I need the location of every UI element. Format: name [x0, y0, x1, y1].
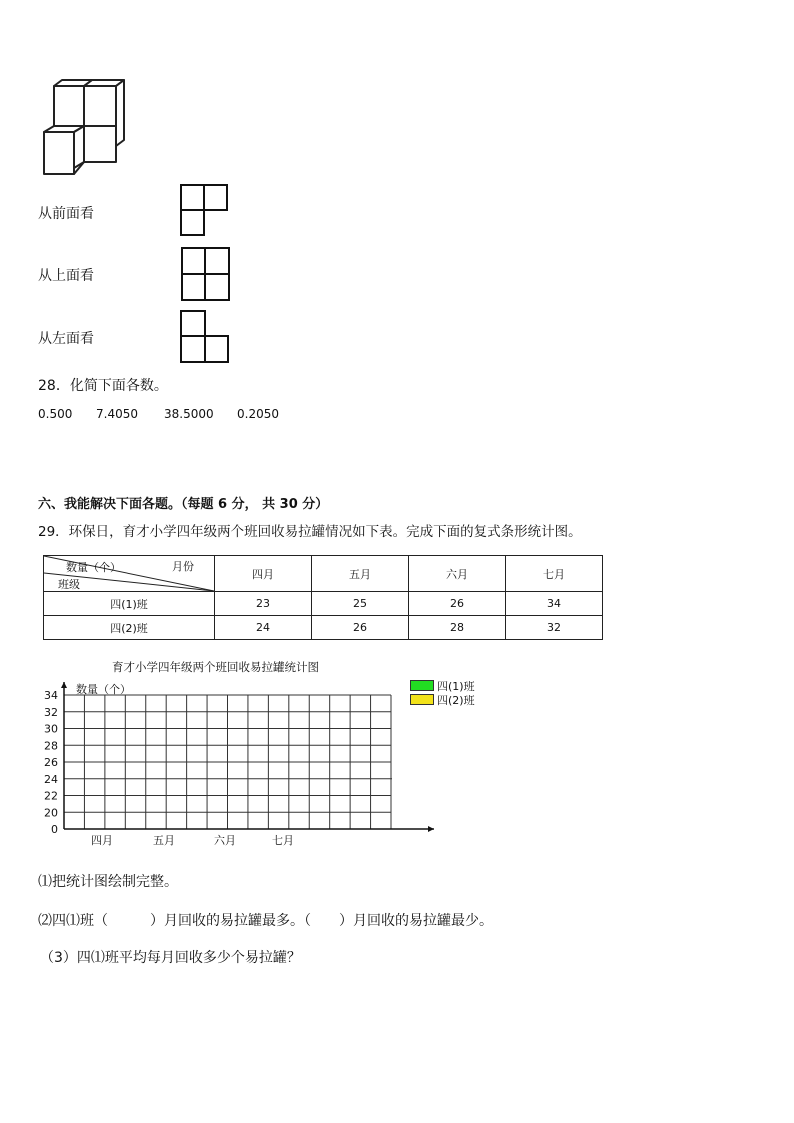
- recycling-table: [43, 555, 603, 640]
- y-tick-label: 20: [44, 806, 58, 820]
- q29-sub2: ⑵四⑴班（ ）月回收的易拉罐最多。（ ）月回收的易拉罐最少。: [38, 913, 493, 929]
- table-class-cell: 四(1)班: [44, 592, 215, 616]
- y-tick-label: 26: [44, 756, 58, 769]
- table-value-cell: 28: [409, 616, 506, 640]
- table-value-cell: 23: [215, 592, 312, 616]
- y-tick-label: 30: [44, 722, 58, 736]
- bar-chart-grid: [30, 682, 440, 854]
- left-view-label: 从左面看: [38, 331, 94, 347]
- table-header-cell: 五月: [312, 556, 409, 592]
- x-category-label: 七月: [272, 834, 294, 847]
- q29-sub3: （3）四⑴班平均每月回收多少个易拉罐？: [40, 950, 301, 966]
- x-category-label: 六月: [214, 834, 236, 847]
- y-tick-label: 24: [44, 772, 58, 786]
- front-view-figure: [180, 184, 228, 236]
- table-corner-quantity: 数量（个）: [66, 561, 121, 574]
- y-tick-label: 0: [51, 823, 58, 836]
- legend-label-class1: 四(1)班: [437, 680, 475, 693]
- cube-figure: [38, 80, 134, 178]
- legend-label-class2: 四(2)班: [437, 694, 475, 707]
- table-header-cell: 四月: [215, 556, 312, 592]
- x-category-label: 四月: [91, 834, 113, 847]
- table-value-cell: 24: [215, 616, 312, 640]
- left-view-figure: [180, 310, 229, 363]
- y-tick-label: 28: [44, 739, 58, 753]
- table-corner-class: 班级: [58, 578, 80, 591]
- y-tick-label: 32: [44, 705, 58, 719]
- table-corner-cell: [44, 556, 215, 592]
- q28-number: 0.500: [38, 407, 73, 421]
- table-value-cell: 32: [506, 616, 603, 640]
- table-header-cell: 六月: [409, 556, 506, 592]
- q28-number: 0.2050: [237, 407, 279, 421]
- table-row: [44, 616, 603, 640]
- y-tick-label: 34: [44, 689, 58, 702]
- q29-intro: 29．环保日，育才小学四年级两个班回收易拉罐情况如下表。完成下面的复式条形统计图。: [38, 524, 582, 540]
- table-corner-month: 月份: [172, 560, 194, 573]
- q29-sub1: ⑴把统计图绘制完整。: [38, 874, 178, 890]
- y-tick-label: 22: [44, 789, 58, 803]
- chart-ylabel: 数量（个）: [76, 683, 131, 696]
- table-value-cell: 26: [409, 592, 506, 616]
- q28-number: 7.4050: [96, 407, 138, 421]
- chart-title: 育才小学四年级两个班回收易拉罐统计图: [112, 660, 319, 674]
- front-view-label: 从前面看: [38, 206, 94, 222]
- x-category-label: 五月: [153, 834, 175, 847]
- q28-number: 38.5000: [164, 407, 214, 421]
- table-value-cell: 26: [312, 616, 409, 640]
- table-row: [44, 592, 603, 616]
- q28-title: 28．化简下面各数。: [38, 378, 168, 394]
- section-title: 六、我能解决下面各题。（每题 6 分， 共 30 分）: [38, 497, 329, 512]
- top-view-figure: [181, 247, 230, 301]
- table-value-cell: 34: [506, 592, 603, 616]
- y-axis-arrow: [61, 682, 67, 688]
- top-view-label: 从上面看: [38, 268, 94, 284]
- table-class-cell: 四(2)班: [44, 616, 215, 640]
- x-axis-arrow: [428, 826, 434, 832]
- table-value-cell: 25: [312, 592, 409, 616]
- table-header-cell: 七月: [506, 556, 603, 592]
